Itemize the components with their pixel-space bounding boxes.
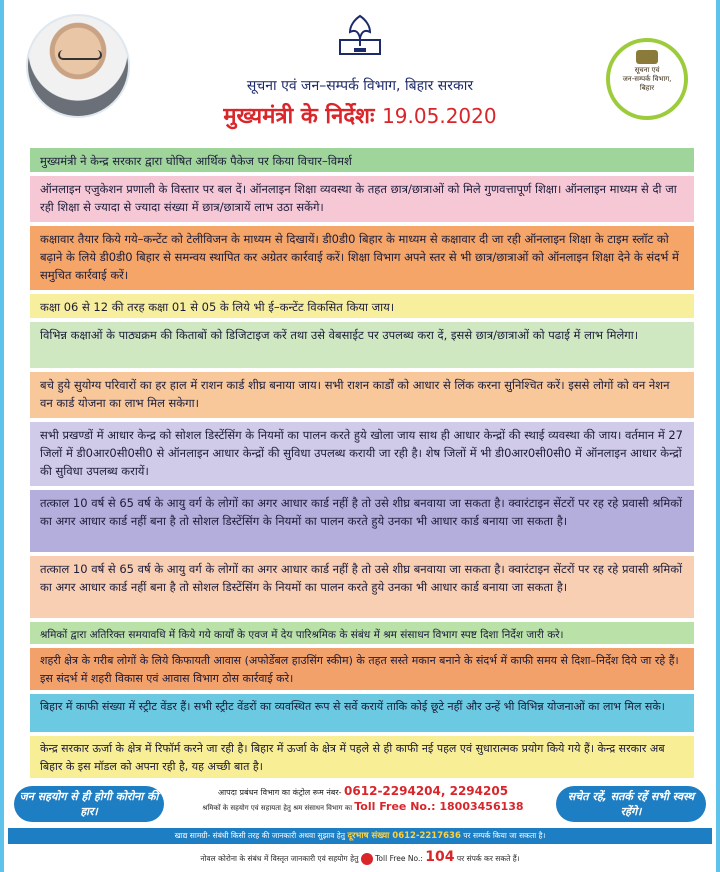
- labour-toll-free: Toll Free No.: 18003456138: [354, 800, 524, 813]
- directive-panel: मुख्यमंत्री ने केन्द्र सरकार द्वारा घोषित आर्थिक पैकेज पर किया विचार–विमर्श: [30, 148, 694, 172]
- slogan-right: सचेत रहें, सतर्क रहें सभी स्वस्थ रहेंगे।: [556, 786, 706, 822]
- directive-panel: शहरी क्षेत्र के गरीब लोगों के लिये किफायती आवास (अफोर्डेबल हाउसिंग स्कीम) के तहत सस्ते मकान बनाने के संदर्भ में काफी समय से दिशा–निर्देश दिये जा रहे हैं। इस संदर्भ में शहरी विकास एवं आवास विभाग ठोस कार्रवाई करे।: [30, 648, 694, 690]
- directive-panel: तत्काल 10 वर्ष से 65 वर्ष के आयु वर्ग के लोगों का अगर आधार कार्ड नहीं है तो उसे शीघ्र बनवाया जा सकता है। क्वारंटाइन सेंटरों पर रह रहे प्रवासी श्रमिकों का अगर आधार कार्ड नहीं बना है तो सोशल डिस्टेंसिंग के नियमों का पालन करते हुये उनका भी आधार कार्ड बनाया जा सकता है।: [30, 490, 694, 552]
- control-room-text: आपदा प्रबंधन विभाग का कंट्रोल रूम नंबर-: [217, 788, 342, 797]
- labour-text: श्रमिकों के सहयोग एवं सहायता हेतु श्रम संसाधन विभाग का: [202, 804, 353, 812]
- control-room-line: [178, 784, 548, 798]
- covid-helpline-strip: [8, 846, 712, 868]
- directive-panel: सभी प्रखण्डों में आधार केन्द्र को सोशल डिस्टेंसिंग के नियमों का पालन करते हुये खोला जाय साथ ही आधार केन्द्रों की स्थाई व्यवस्था की जाय। वर्तमान में 27 जिलों में डी0आर0सी0सी0 से ऑनलाइन आधार केन्द्रों की सुविधा उपलब्ध करायी जा रही है। शेष जिलों में भी डी0आर0सी0सी0 में ऑनलाइन आधार केन्द्रों की सुविधा उपलब्ध करायें।: [30, 422, 694, 486]
- slogan-left: जन सहयोग से ही होगी कोरोना की हार।: [14, 786, 164, 822]
- control-room-numbers: 0612-2294204, 2294205: [344, 784, 509, 798]
- food-line-post: पर सम्पर्क किया जा सकता है।: [463, 831, 546, 840]
- directive-panel: श्रमिकों द्वारा अतिरिक्त समयावधि में किये गये कार्यों के एवज में देय पारिश्रमिक के संबंध में श्रम संसाधन विभाग स्पष्ट दिशा निर्देश जारी करे।: [30, 622, 694, 644]
- food-line-pre: खाद्य सामग्री- संबंधी किसी तरह की जानकारी अथवा सुझाव हेतु: [174, 831, 346, 840]
- directive-panel: कक्षा 06 से 12 की तरह कक्षा 01 से 05 के लिये भी ई–कन्टेंट विकसित किया जाय।: [30, 294, 694, 318]
- covid-toll-free-number: 104: [425, 849, 455, 865]
- food-line-highlight: दूरभाष संख्या 0612-2217636: [347, 831, 461, 841]
- labour-line: [178, 800, 548, 813]
- seal-icon: [636, 50, 658, 64]
- directive-panel: बचे हुये सुयोग्य परिवारों का हर हाल में राशन कार्ड शीघ्र बनाया जाय। सभी राशन कार्डों को आधार से लिंक करना सुनिश्चित करें। इससे लोगों को वन नेशन वन कार्ड योजना का लाभ मिल सकेगा।: [30, 372, 694, 418]
- covid-toll-free-label: Toll Free No.:: [375, 854, 423, 863]
- directive-panel: केन्द्र सरकार ऊर्जा के क्षेत्र में रिफॉर्म करने जा रही है। बिहार में ऊर्जा के क्षेत्र में पहले से ही काफी नई पहल एवं सुधारात्मक प्रयोग किये गये हैं। केन्द्र सरकार अब बिहार के इस मॉडल को अपना रही है, यह अच्छी बात है।: [30, 736, 694, 778]
- title-date: 19.05.2020: [382, 104, 497, 128]
- covid-line-pre: नोवल कोरोना के संबंध में विस्तृत जानकारी एवं सहयोग हेतु: [200, 854, 359, 863]
- helpline-phone-icon: [361, 853, 373, 865]
- covid-line-post: पर संपर्क कर सकते हैं।: [456, 854, 520, 863]
- footer: [8, 784, 712, 824]
- food-helpline-strip: [8, 828, 712, 844]
- department-name: सूचना एवं जन–सम्पर्क विभाग, बिहार सरकार: [246, 78, 474, 94]
- badge-line-1: सूचना एवं: [634, 66, 660, 74]
- bihar-emblem-icon: [337, 12, 383, 58]
- badge-line-3: बिहार: [639, 84, 655, 92]
- directive-panel: तत्काल 10 वर्ष से 65 वर्ष के आयु वर्ग के लोगों का अगर आधार कार्ड नहीं है तो उसे शीघ्र बनवाया जा सकता है। क्वारंटाइन सेंटरों पर रह रहे प्रवासी श्रमिकों का अगर आधार कार्ड नहीं बना है तो सोशल डिस्टेंसिंग के नियमों का पालन करते हुये उनका भी आधार कार्ड बनाया जा सकता है।: [30, 556, 694, 618]
- header: [0, 0, 720, 148]
- directive-panel: बिहार में काफी संख्या में स्ट्रीट वेंडर हैं। सभी स्ट्रीट वेंडरों का व्यवस्थित रूप से सर्वे करायें ताकि कोई छूटे नहीं और उन्हें भी विभिन्न योजनाओं का लाभ मिल सके।: [30, 694, 694, 732]
- badge-line-2: जन-सम्पर्क विभाग,: [622, 75, 672, 83]
- directive-panel: विभिन्न कक्षाओं के पाठ्यक्रम की किताबों को डिजिटाइज करें तथा उसे वेबसाईट पर उपलब्ध करा दें, इससे छात्र/छात्राओं को पढाई में लाभ मिलेगा।: [30, 322, 694, 368]
- helpline-info: [178, 784, 548, 813]
- directive-panel: ऑनलाइन एजुकेशन प्रणाली के विस्तार पर बल दें। ऑनलाइन शिक्षा व्यवस्था के तहत छात्र/छात्राओं को मिले गुणवत्तापूर्ण शिक्षा। ऑनलाइन माध्यम से दी जा रही शिक्षा से ज्यादा से ज्यादा संख्या में छात्र/छात्रायें लाभ उठा सकेंगे।: [30, 176, 694, 222]
- title-text: मुख्यमंत्री के निर्देशः: [223, 104, 375, 129]
- department-badge: [606, 38, 688, 120]
- directive-panel: कक्षावार तैयार किये गये–कन्टेंट को टेलीविजन के माध्यम से दिखायें। डी0डी0 बिहार के माध्यम से कक्षावार दी जा रही ऑनलाइन शिक्षा के टाइम स्लॉट को बढ़ाने के लिये डी0डी0 बिहार से समन्वय स्थापित कर अग्रेतर कार्रवाई करें। शिक्षा विभाग अपने स्तर से भी छात्र/छात्राओं को ऑनलाइन शिक्षा देने के संदर्भ में समुचित कार्रवाई करें।: [30, 226, 694, 290]
- page-title: [0, 100, 720, 130]
